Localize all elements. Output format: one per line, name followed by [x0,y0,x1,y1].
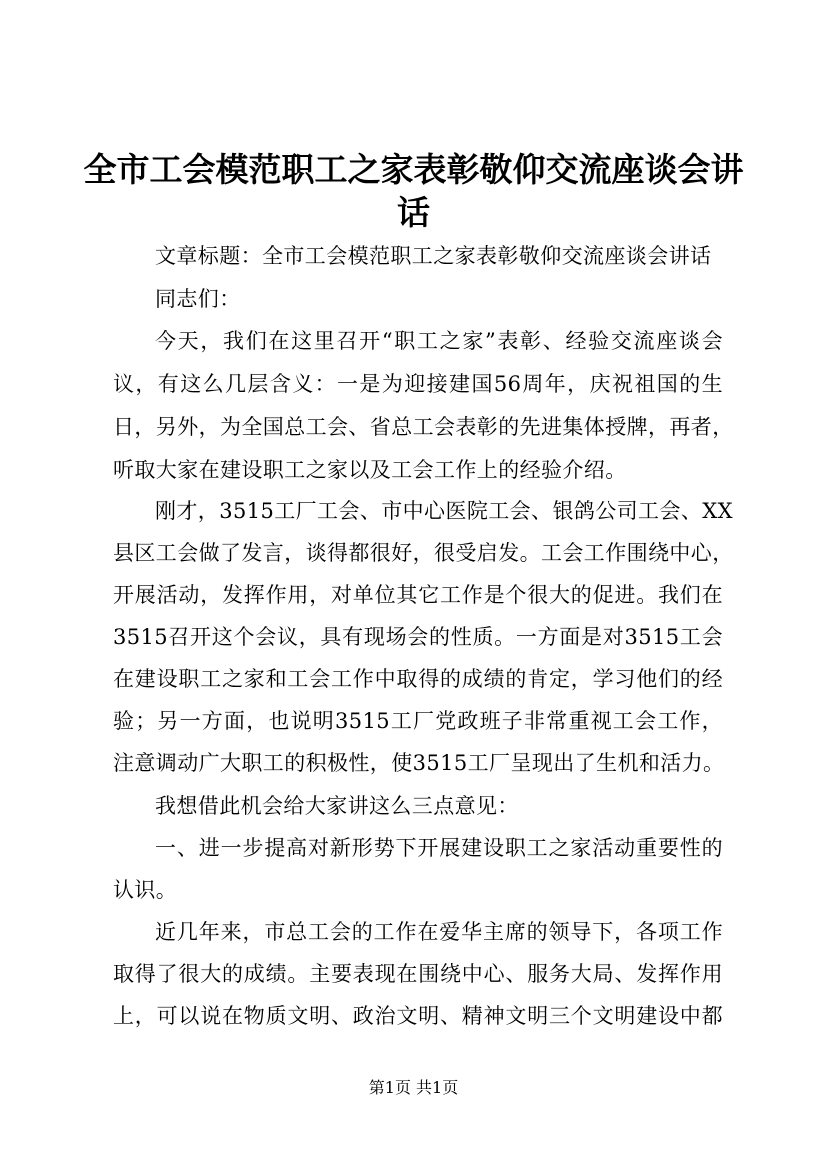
paragraph-line: 县区工会做了发言，谈得都很好，很受启发。工会工作围绕中心， [113,541,734,565]
paragraph-line: 近几年来，市总工会的工作在爱华主席的领导下，各项工作 [155,920,723,944]
paragraph-line: 日，另外，为全国总工会、省总工会表彰的先进集体授牌，再者， [113,415,734,439]
paragraph-line: 注意调动广大职工的积极性，使3515工厂呈现出了生机和活力。 [113,751,725,775]
paragraph-line: 开展活动，发挥作用，对单位其它工作是个很大的促进。我们在 [113,583,723,607]
paragraph-line: 在建设职工之家和工会工作中取得的成绩的肯定，学习他们的经 [113,667,723,691]
paragraph-line: 议，有这么几层含义：一是为迎接建国56周年，庆祝祖国的生 [113,372,723,396]
section-heading-line: 认识。 [113,878,178,902]
section-heading-line: 一、进一步提高对新形势下开展建设职工之家活动重要性的 [155,836,723,860]
paragraph-line: 我想借此机会给大家讲这么三点意见： [155,794,519,818]
article-title-line: 文章标题：全市工会模范职工之家表彰敬仰交流座谈会讲话 [155,244,712,268]
paragraph-line: 上，可以说在物质文明、政治文明、精神文明三个文明建设中都 [113,1004,723,1028]
paragraph-line: 听取大家在建设职工之家以及工会工作上的经验介绍。 [113,458,627,482]
document-title: 全市工会模范职工之家表彰敬仰交流座谈会讲 [83,150,744,189]
document-title-continued: 话 [397,193,430,232]
paragraph-line: 今天，我们在这里召开“职工之家”表彰、经验交流座谈会 [155,329,723,353]
paragraph-line: 刚才，3515工厂工会、市中心医院工会、银鸽公司工会、XX [155,499,733,523]
paragraph-line: 验；另一方面，也说明3515工厂党政班子非常重视工会工作， [113,709,723,733]
salutation: 同志们： [155,287,241,311]
page-footer: 第1页 共1页 [368,1078,459,1097]
paragraph-line: 取得了很大的成绩。主要表现在围绕中心、服务大局、发挥作用 [113,962,723,986]
paragraph-line: 3515召开这个会议，具有现场会的性质。一方面是对3515工会 [113,625,723,649]
